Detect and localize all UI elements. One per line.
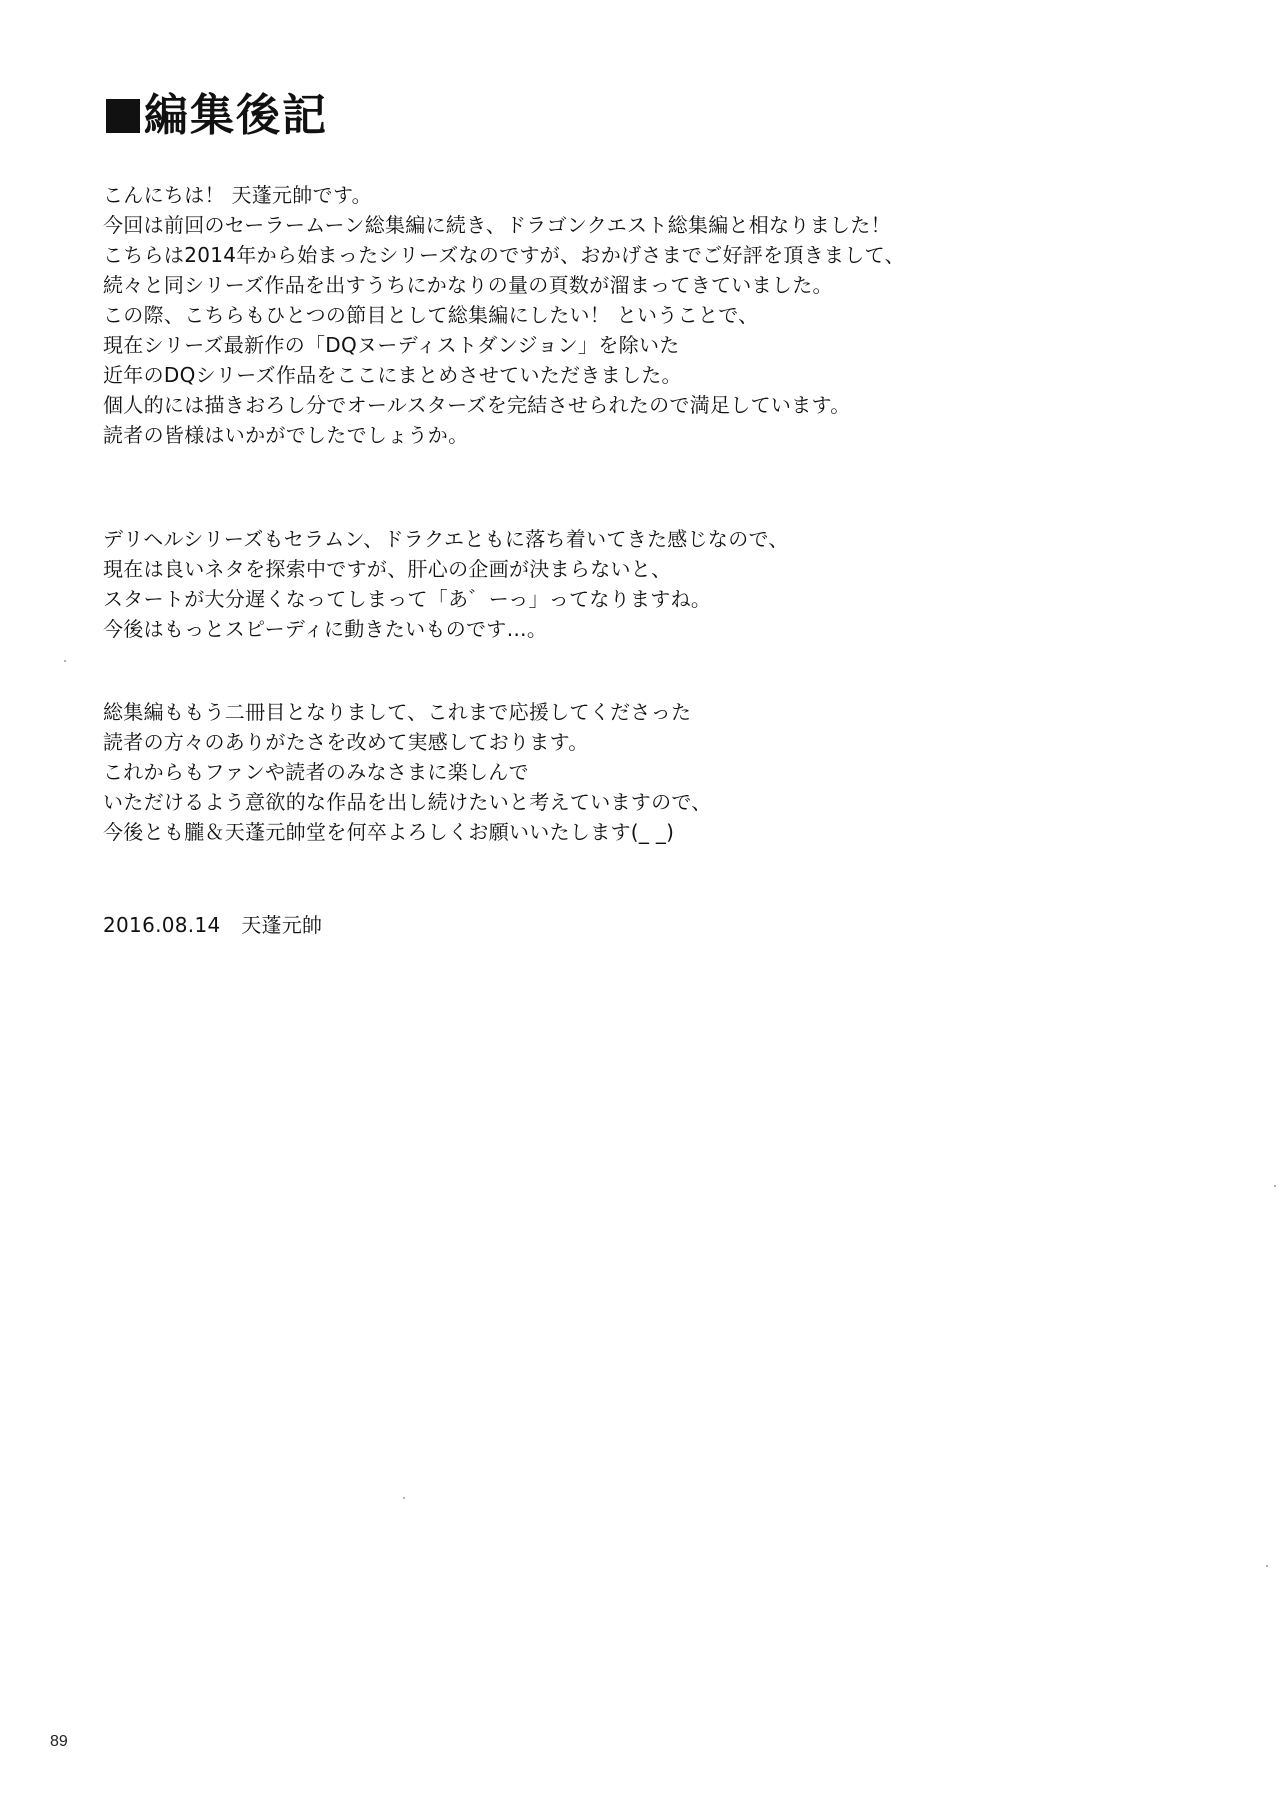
page-heading bbox=[106, 92, 328, 140]
scan-speck bbox=[1266, 1565, 1268, 1567]
paragraph-series-update bbox=[103, 524, 789, 644]
text-line: スタートが大分遅くなってしまって「あ゛ーっ」ってなりますね。 bbox=[103, 587, 712, 611]
text-line: 続々と同シリーズ作品を出すうちにかなりの量の頁数が溜まってきていました。 bbox=[103, 273, 833, 297]
text-line: 個人的には描きおろし分でオールスターズを完結させられたので満足しています。 bbox=[103, 393, 851, 417]
signature bbox=[103, 910, 322, 940]
paragraph-intro bbox=[103, 180, 905, 450]
text-line: この際、こちらもひとつの節目として総集編にしたい！ ということで、 bbox=[103, 303, 759, 327]
text-line: 今後はもっとスピーディに動きたいものです…。 bbox=[103, 617, 548, 641]
text-line: 今後とも朧＆天蓬元帥堂を何卒よろしくお願いいたします(_ _) bbox=[103, 820, 675, 844]
text-line: デリヘルシリーズもセラムン、ドラクエともに落ち着いてきた感じなので、 bbox=[103, 527, 789, 551]
text-line: 読者の方々のありがたさを改めて実感しております。 bbox=[103, 730, 589, 754]
text-line: 総集編ももう二冊目となりまして、これまで応援してくださった bbox=[103, 700, 692, 724]
text-line: これからもファンや読者のみなさまに楽しんで bbox=[103, 760, 529, 784]
text-line: 現在シリーズ最新作の「DQヌーディストダンジョン」を除いた bbox=[103, 333, 680, 357]
scan-speck bbox=[403, 1497, 405, 1499]
scan-speck bbox=[1274, 1185, 1276, 1187]
text-line: 今回は前回のセーラームーン総集編に続き、ドラゴンクエスト総集編と相なりました！ bbox=[103, 213, 891, 237]
text-line: こんにちは！ 天蓬元帥です。 bbox=[103, 183, 372, 207]
text-line: 読者の皆様はいかがでしたでしょうか。 bbox=[103, 423, 469, 447]
heading-title: 編集後記 bbox=[144, 90, 328, 141]
text-line: 現在は良いネタを探索中ですが、肝心の企画が決まらないと、 bbox=[103, 557, 672, 581]
scan-speck bbox=[64, 660, 66, 662]
signature-date: 2016.08.14 bbox=[103, 913, 221, 937]
signature-author: 天蓬元帥 bbox=[241, 913, 323, 937]
square-bullet-icon bbox=[106, 99, 140, 133]
text-line: こちらは2014年から始まったシリーズなのですが、おかげさまでご好評を頂きまして、 bbox=[103, 243, 905, 267]
page-number: 89 bbox=[50, 1733, 68, 1750]
text-line: 近年のDQシリーズ作品をここにまとめさせていただきました。 bbox=[103, 363, 682, 387]
paragraph-thanks bbox=[103, 697, 712, 847]
text-line: いただけるよう意欲的な作品を出し続けたいと考えていますので、 bbox=[103, 790, 712, 814]
